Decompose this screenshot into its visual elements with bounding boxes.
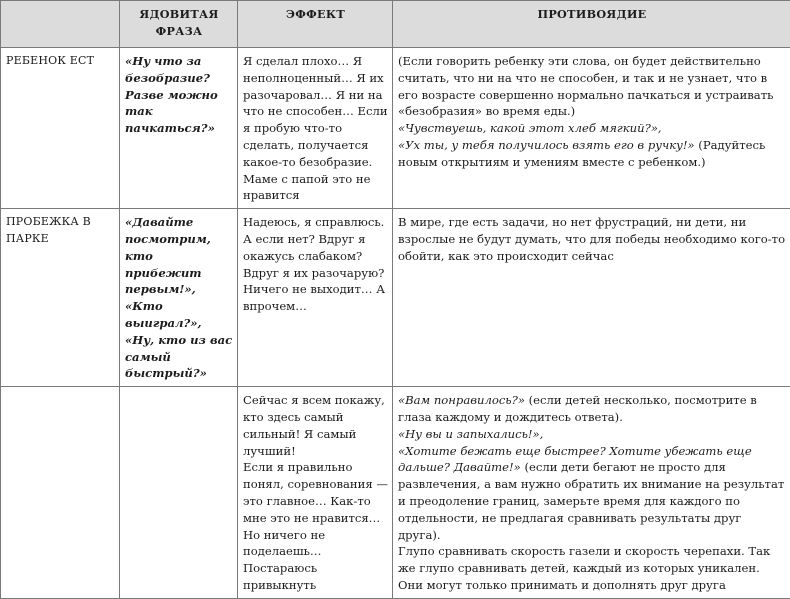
antidote-note: (если дети бегают не просто для развлечения, а вам нужно обратить их внимание на результат и преодоление границ, замерьте время для каждого по отдельности, не предлагая сравнивать результаты друг друга). (398, 460, 784, 541)
table-row (1, 209, 790, 387)
antidote-quote-line (398, 392, 786, 426)
antidote-quote: «Хотите бежать еще быстрее? Хотите убежать еще дальше? Давайте!» (398, 444, 752, 475)
table-row (1, 48, 790, 209)
effect-line: Постараюсь привыкнуть (243, 560, 388, 594)
phrase-cell (120, 387, 238, 599)
situation-cell (1, 387, 120, 599)
phrase-cell: «Давайте посмотрим, кто прибежит первым!», «Кто выиграл?», «Ну, кто из вас самый быстрый?» (120, 209, 238, 387)
phrase-cell: «Ну что за безобразие? Разве можно так пачкаться?» (120, 48, 238, 209)
antidote-note: (Радуйтесь новым открытиям и умениям вместе с ребенком.) (398, 138, 765, 169)
header-phrase: ЯДОВИТАЯ ФРАЗА (120, 1, 238, 48)
table-row (1, 387, 790, 599)
header-row (1, 1, 790, 48)
antidote-note: (если детей несколько, посмотрите в глаза каждому и дождитесь ответа). (398, 393, 757, 424)
effect-cell: Надеюсь, я справлюсь. А если нет? Вдруг я окажусь слабаком? Вдруг я их разочарую? Ничего не выходит… А впрочем… (238, 209, 393, 387)
situation-cell: РЕБЕНОК ЕСТ (1, 48, 120, 209)
header-effect: ЭФФЕКТ (238, 1, 393, 48)
antidote-cell (393, 48, 790, 209)
antidote-quote: «Ну вы и запыхались!», (398, 426, 786, 443)
antidote-quote: «Ух ты, у тебя получилось взять его в ручку!» (398, 138, 695, 152)
antidote-cell (393, 387, 790, 599)
effect-line: Если я правильно понял, соревнования — это главное… Как-то мне это не нравится… Но ничего не поделаешь… (243, 459, 388, 560)
antidote-note: Глупо сравнивать скорость газели и скорость черепахи. Так же глупо сравнивать детей, каждый из которых уникален. Они могут только принимать и дополнять друг друга (398, 543, 786, 593)
effect-cell (238, 387, 393, 599)
antidote-quote: «Вам понравилось?» (398, 393, 525, 407)
effect-cell: Я сделал плохо… Я неполноценный… Я их разочаровал… Я ни на что не способен… Если я пробую что-то сделать, получается какое-то безобразие. Маме с папой это не нравится (238, 48, 393, 209)
effect-line: Сейчас я всем покажу, кто здесь самый сильный! Я самый лучший! (243, 392, 388, 459)
antidote-quote-line (398, 443, 786, 544)
header-antidote: ПРОТИВОЯДИЕ (393, 1, 790, 48)
header-situation (1, 1, 120, 48)
situation-cell: ПРОБЕЖКА В ПАРКЕ (1, 209, 120, 387)
antidote-note: (Если говорить ребенку эти слова, он будет действительно считать, что ни на что не способен, и так и не узнает, что в его возрасте совершенно нормально пачкаться и устраивать «безобразия» во время еды.) (398, 53, 786, 120)
antidote-quote: «Чувствуешь, какой этот хлеб мягкий?», (398, 120, 786, 137)
antidote-cell: В мире, где есть задачи, но нет фрустраций, ни дети, ни взрослые не будут думать, что для победы необходимо кого-то обойти, как это происходит сейчас (393, 209, 790, 387)
antidote-quote-line (398, 137, 786, 171)
